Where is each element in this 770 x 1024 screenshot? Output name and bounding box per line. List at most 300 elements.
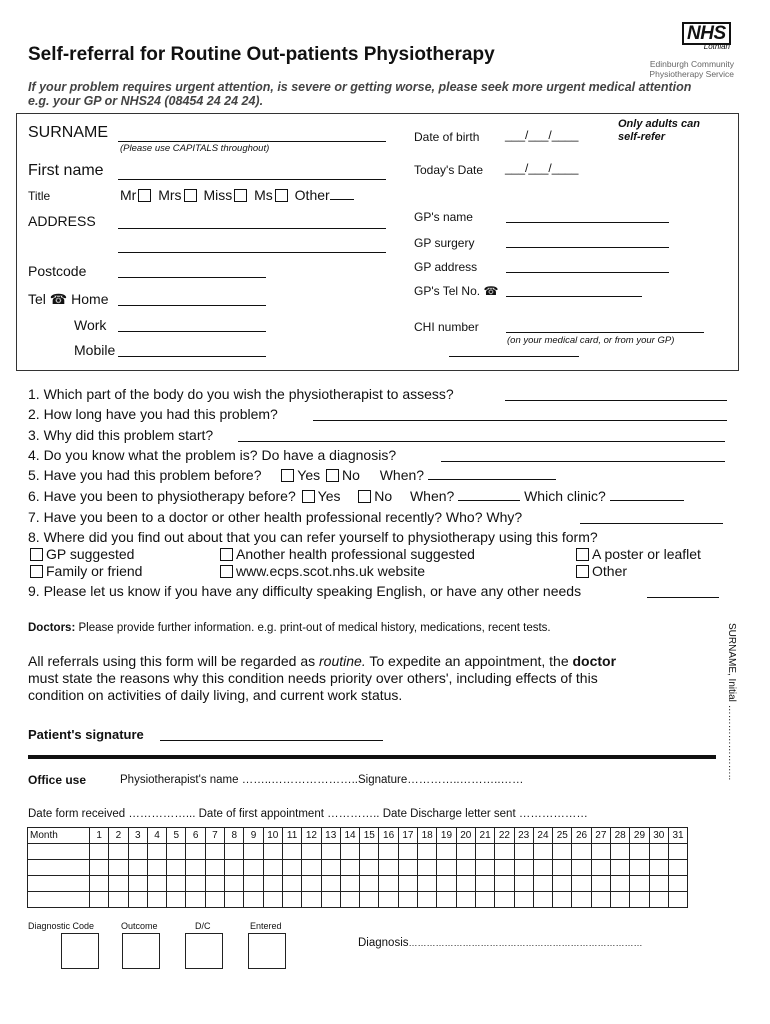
adults-note-2: self-refer [618, 131, 666, 143]
patient-signature-label: Patient's signature [28, 727, 144, 742]
work-label: Work [74, 317, 107, 333]
routine-line2: must state the reasons why this condition needs priority over others', including effects of this [28, 670, 598, 686]
grid-day-cell[interactable] [186, 876, 205, 892]
address-label: ADDRESS [28, 213, 96, 229]
grid-day-cell[interactable] [514, 844, 533, 860]
grid-day-cell[interactable] [475, 876, 494, 892]
grid-day-cell[interactable] [398, 860, 417, 876]
day-header: 2 [109, 828, 128, 844]
q6-clinic-field[interactable] [610, 500, 684, 501]
grid-day-cell[interactable] [456, 844, 475, 860]
day-header: 10 [263, 828, 282, 844]
gp-tel-field[interactable] [506, 296, 642, 297]
grid-day-cell[interactable] [360, 876, 379, 892]
gp-address-field[interactable] [506, 272, 669, 273]
gp-tel-label [414, 284, 498, 298]
grid-day-cell[interactable] [109, 844, 128, 860]
day-header: 4 [147, 828, 166, 844]
gp-surgery-field[interactable] [506, 247, 669, 248]
nhs-logo-sub: Lothian [703, 42, 730, 51]
grid-day-cell[interactable] [495, 860, 514, 876]
grid-day-cell[interactable] [263, 876, 282, 892]
q8-gp-checkbox[interactable] [30, 548, 43, 561]
q8-gp-label: GP suggested [46, 546, 135, 562]
grid-month-cell[interactable] [28, 892, 90, 908]
dc-label: D/C [195, 921, 211, 931]
grid-day-cell[interactable] [591, 844, 610, 860]
grid-day-cell[interactable] [321, 876, 340, 892]
grid-day-cell[interactable] [244, 844, 263, 860]
grid-day-cell[interactable] [379, 892, 398, 908]
grid-day-cell[interactable] [360, 892, 379, 908]
q6-yes-checkbox[interactable] [302, 490, 315, 503]
day-header: 18 [418, 828, 437, 844]
grid-day-cell[interactable] [553, 876, 572, 892]
title-miss-label: Miss [203, 187, 233, 203]
grid-day-cell[interactable] [418, 892, 437, 908]
grid-day-cell[interactable] [668, 860, 687, 876]
grid-day-cell[interactable] [147, 876, 166, 892]
grid-day-cell[interactable] [205, 860, 224, 876]
q8-other-label: Other [592, 563, 628, 579]
grid-day-cell[interactable] [360, 844, 379, 860]
grid-day-cell[interactable] [340, 844, 359, 860]
doctors-label: Doctors: [28, 622, 76, 634]
grid-day-cell[interactable] [321, 892, 340, 908]
urgent-warning-2: e.g. your GP or NHS24 (08454 24 24 24). [28, 94, 264, 108]
grid-day-cell[interactable] [167, 892, 186, 908]
q6-yes-label: Yes [317, 488, 341, 504]
mobile-label: Mobile [74, 342, 116, 358]
grid-day-cell[interactable] [302, 892, 321, 908]
routine-p2: To expedite an appointment, the [365, 653, 573, 669]
doctors-text: Please provide further information. e.g. print-out of medical history, medications, recent tests. [75, 622, 551, 634]
tel-mobile-field[interactable] [118, 356, 266, 357]
day-header: 26 [572, 828, 591, 844]
title-miss-checkbox[interactable] [234, 189, 247, 202]
address-line-1[interactable] [118, 228, 386, 229]
chi-note: (on your medical card, or from your GP) [507, 335, 675, 346]
grid-day-cell[interactable] [456, 860, 475, 876]
q2-text: 2. How long have you had this problem? [28, 406, 278, 422]
grid-day-cell[interactable] [244, 860, 263, 876]
title-other-field[interactable] [330, 199, 354, 200]
title-other-label: Other [294, 187, 330, 203]
q5-when-field[interactable] [428, 479, 556, 480]
doctors-note [28, 622, 551, 634]
urgent-warning-1: If your problem requires urgent attention, is severe or getting worse, please seek more urgent medical attention [28, 80, 692, 94]
form-title: Self-referral for Routine Out-patients Physiotherapy [28, 44, 495, 65]
day-header: 15 [360, 828, 379, 844]
chi-extra-field[interactable] [449, 356, 579, 357]
grid-day-cell[interactable] [533, 876, 552, 892]
day-header: 28 [611, 828, 630, 844]
grid-day-cell[interactable] [475, 844, 494, 860]
grid-day-cell[interactable] [225, 860, 244, 876]
grid-day-cell[interactable] [418, 860, 437, 876]
q8-opt-other [574, 563, 627, 579]
office-separator [28, 755, 716, 759]
grid-day-cell[interactable] [456, 892, 475, 908]
grid-day-cell[interactable] [611, 876, 630, 892]
postcode-field[interactable] [118, 277, 266, 278]
q5-no-label: No [342, 467, 360, 483]
q5-yes-checkbox[interactable] [281, 469, 294, 482]
grid-day-cell[interactable] [630, 876, 649, 892]
grid-day-cell[interactable] [649, 860, 668, 876]
q6-no-checkbox[interactable] [358, 490, 371, 503]
postcode-label: Postcode [28, 263, 87, 279]
side-surname-label [726, 623, 737, 780]
home-label: Home [71, 291, 109, 307]
title-mr-label: Mr [120, 187, 137, 203]
grid-day-cell[interactable] [225, 876, 244, 892]
grid-day-cell[interactable] [282, 860, 301, 876]
adults-note [618, 118, 700, 144]
grid-day-cell[interactable] [475, 860, 494, 876]
grid-day-cell[interactable] [205, 876, 224, 892]
grid-day-cell[interactable] [495, 876, 514, 892]
title-mrs-label: Mrs [158, 187, 182, 203]
grid-day-cell[interactable] [533, 844, 552, 860]
grid-day-cell[interactable] [205, 844, 224, 860]
grid-row [28, 860, 688, 876]
surname-field[interactable] [118, 141, 386, 142]
day-header: 5 [167, 828, 186, 844]
office-use-label: Office use [28, 773, 87, 787]
surname-label: SURNAME [28, 124, 109, 141]
grid-day-cell[interactable] [437, 876, 456, 892]
grid-day-cell[interactable] [572, 860, 591, 876]
q5-text: 5. Have you had this problem before? [28, 467, 262, 483]
grid-day-cell[interactable] [379, 844, 398, 860]
q8-opt-gp [28, 546, 134, 562]
grid-month-cell[interactable] [28, 844, 90, 860]
q5-row [28, 467, 556, 483]
grid-day-cell[interactable] [668, 844, 687, 860]
grid-day-cell[interactable] [128, 892, 147, 908]
routine-p1: All referrals using this form will be regarded as [28, 653, 320, 669]
grid-day-cell[interactable] [340, 892, 359, 908]
title-label: Title [28, 189, 51, 203]
day-header: 16 [379, 828, 398, 844]
grid-day-cell[interactable] [495, 892, 514, 908]
q6-clinic-label: Which clinic? [524, 488, 606, 504]
day-header: 3 [128, 828, 147, 844]
day-header: 17 [398, 828, 417, 844]
grid-day-cell[interactable] [630, 892, 649, 908]
q6-text: 6. Have you been to physiotherapy before? [28, 488, 296, 504]
grid-day-cell[interactable] [302, 844, 321, 860]
grid-day-cell[interactable] [186, 860, 205, 876]
grid-day-cell[interactable] [282, 844, 301, 860]
gp-name-label: GP's name [414, 210, 473, 224]
day-header: 21 [475, 828, 494, 844]
grid-month-cell[interactable] [28, 876, 90, 892]
tel-work-field[interactable] [118, 331, 266, 332]
grid-day-cell[interactable] [630, 860, 649, 876]
entered-box[interactable] [248, 933, 286, 969]
first-name-label: First name [28, 162, 104, 179]
doctor-word: doctor [572, 653, 617, 669]
grid-day-cell[interactable] [437, 892, 456, 908]
q5-no-checkbox[interactable] [326, 469, 339, 482]
grid-day-cell[interactable] [321, 860, 340, 876]
grid-day-cell[interactable] [90, 892, 109, 908]
grid-body [28, 844, 688, 908]
diag-code-box[interactable] [61, 933, 99, 969]
diagnosis-field[interactable]: …………………………………………………………………… [408, 938, 643, 948]
day-header: 30 [649, 828, 668, 844]
q8-family-label: Family or friend [46, 563, 143, 579]
grid-day-cell[interactable] [398, 892, 417, 908]
dates-line[interactable]: Date form received ……………... Date of first appointment ………….. Date Discharge letter sent ……………… [28, 808, 588, 820]
nhs-logo [682, 22, 730, 51]
grid-month-cell[interactable] [28, 860, 90, 876]
grid-day-cell[interactable] [167, 860, 186, 876]
physio-name-line[interactable]: Physiotherapist's name ……..…………………..Signature…………..………..…… [120, 774, 524, 786]
grid-day-cell[interactable] [379, 860, 398, 876]
grid-day-cell[interactable] [418, 844, 437, 860]
grid-day-cell[interactable] [340, 860, 359, 876]
dob-label: Date of birth [414, 130, 480, 144]
chi-label: CHI number [414, 320, 479, 334]
day-header: 22 [495, 828, 514, 844]
grid-day-cell[interactable] [456, 876, 475, 892]
gp-tel-text: GP's Tel No. [414, 284, 481, 298]
q8-text: 8. Where did you find out about that you can refer yourself to physiotherapy using this form? [28, 529, 598, 545]
day-header: 13 [321, 828, 340, 844]
day-header: 14 [340, 828, 359, 844]
entered-label: Entered [250, 921, 282, 931]
grid-day-cell[interactable] [553, 844, 572, 860]
q8-web-label: www.ecps.scot.nhs.uk website [236, 563, 426, 579]
q3-text: 3. Why did this problem start? [28, 427, 214, 443]
grid-day-cell[interactable] [147, 892, 166, 908]
grid-day-cell[interactable] [282, 892, 301, 908]
dc-box[interactable] [185, 933, 223, 969]
q8-other-checkbox[interactable] [576, 565, 589, 578]
dob-field[interactable]: ___/___/____ [505, 128, 579, 142]
gp-surgery-label: GP surgery [414, 236, 475, 250]
grid-day-cell[interactable] [495, 844, 514, 860]
grid-day-cell[interactable] [90, 876, 109, 892]
grid-day-cell[interactable] [340, 876, 359, 892]
grid-day-cell[interactable] [225, 844, 244, 860]
grid-day-cell[interactable] [572, 844, 591, 860]
grid-day-cell[interactable] [553, 860, 572, 876]
grid-day-cell[interactable] [186, 892, 205, 908]
today-label: Today's Date [414, 163, 483, 177]
day-header: 29 [630, 828, 649, 844]
grid-day-cell[interactable] [263, 892, 282, 908]
day-header: 11 [282, 828, 301, 844]
q4-text: 4. Do you know what the problem is? Do have a diagnosis? [28, 447, 397, 463]
routine-word: routine. [319, 653, 366, 669]
q7-text: 7. Have you been to a doctor or other health professional recently? Who? Why? [28, 509, 523, 525]
grid-day-cell[interactable] [282, 876, 301, 892]
q1-text: 1. Which part of the body do you wish the physiotherapist to assess? [28, 386, 454, 402]
day-header: 7 [205, 828, 224, 844]
grid-day-cell[interactable] [225, 892, 244, 908]
grid-day-cell[interactable] [514, 876, 533, 892]
grid-day-cell[interactable] [321, 844, 340, 860]
grid-day-cell[interactable] [90, 844, 109, 860]
day-header: 6 [186, 828, 205, 844]
grid-day-cell[interactable] [649, 844, 668, 860]
grid-day-cell[interactable] [533, 892, 552, 908]
service-line-1: Edinburgh Community [649, 59, 734, 69]
grid-day-cell[interactable] [611, 844, 630, 860]
q8-other-hp-label: Another health professional suggested [236, 546, 475, 562]
day-header: 20 [456, 828, 475, 844]
diagnosis-line [358, 937, 643, 949]
day-header: 31 [668, 828, 687, 844]
q9-text: 9. Please let us know if you have any difficulty speaking English, or have any other needs [28, 583, 582, 599]
title-options [120, 187, 354, 203]
grid-day-cell[interactable] [398, 876, 417, 892]
routine-paragraph [28, 653, 616, 704]
q7-field[interactable] [580, 523, 723, 524]
q8-web-checkbox[interactable] [220, 565, 233, 578]
outcome-box[interactable] [122, 933, 160, 969]
grid-day-cell[interactable] [418, 876, 437, 892]
grid-day-cell[interactable] [167, 876, 186, 892]
grid-day-cell[interactable] [128, 860, 147, 876]
day-header: 25 [553, 828, 572, 844]
grid-day-cell[interactable] [437, 860, 456, 876]
q5-yes-label: Yes [297, 467, 321, 483]
day-header: 19 [437, 828, 456, 844]
month-header: Month [28, 828, 90, 844]
grid-day-cell[interactable] [128, 876, 147, 892]
side-label-dots[interactable]: ………………….. [726, 704, 737, 781]
grid-day-cell[interactable] [360, 860, 379, 876]
grid-day-cell[interactable] [263, 860, 282, 876]
q9-field[interactable] [647, 597, 719, 598]
grid-day-cell[interactable] [90, 860, 109, 876]
q6-when-label: When? [409, 488, 455, 504]
day-header: 27 [591, 828, 610, 844]
grid-day-cell[interactable] [128, 844, 147, 860]
day-header: 12 [302, 828, 321, 844]
grid-day-cell[interactable] [611, 892, 630, 908]
grid-row [28, 844, 688, 860]
q3-field[interactable] [238, 441, 725, 442]
attendance-grid [27, 827, 688, 908]
grid-day-cell[interactable] [649, 892, 668, 908]
grid-day-cell[interactable] [302, 876, 321, 892]
tel-home-label [28, 291, 109, 308]
title-ms-checkbox[interactable] [275, 189, 288, 202]
grid-day-cell[interactable] [147, 860, 166, 876]
grid-day-cell[interactable] [302, 860, 321, 876]
diag-code-label: Diagnostic Code [28, 921, 95, 931]
diagnosis-label: Diagnosis [358, 937, 409, 949]
q1-field[interactable] [505, 400, 727, 401]
grid-day-cell[interactable] [611, 860, 630, 876]
first-name-field[interactable] [118, 179, 386, 180]
gp-name-field[interactable] [506, 222, 669, 223]
grid-day-cell[interactable] [398, 844, 417, 860]
q5-when-label: When? [379, 467, 425, 483]
q8-other-hp-checkbox[interactable] [220, 548, 233, 561]
q4-field[interactable] [441, 461, 725, 462]
phone-icon: ☎ [483, 284, 499, 298]
nhs-logo-text: NHS [682, 22, 731, 45]
title-mrs-checkbox[interactable] [184, 189, 197, 202]
grid-day-cell[interactable] [109, 876, 128, 892]
day-header: 9 [244, 828, 263, 844]
patient-signature-field[interactable] [160, 740, 383, 741]
grid-row [28, 876, 688, 892]
grid-day-cell[interactable] [147, 844, 166, 860]
grid-day-cell[interactable] [533, 860, 552, 876]
grid-day-cell[interactable] [475, 892, 494, 908]
q8-opt-other-hp [218, 546, 475, 562]
grid-day-cell[interactable] [186, 844, 205, 860]
grid-row [28, 892, 688, 908]
service-line-2: Physiotherapy Service [649, 69, 734, 79]
q6-when-field[interactable] [458, 500, 520, 501]
side-label-text: SURNAME, Initial [726, 623, 737, 702]
q8-opt-web [218, 563, 425, 579]
grid-day-cell[interactable] [572, 876, 591, 892]
grid-day-cell[interactable] [514, 860, 533, 876]
grid-day-cell[interactable] [630, 844, 649, 860]
chi-field[interactable] [506, 332, 704, 333]
tel-label: Tel [28, 291, 46, 307]
grid-day-cell[interactable] [668, 876, 687, 892]
grid-day-cell[interactable] [167, 844, 186, 860]
q6-no-label: No [374, 488, 393, 504]
grid-day-cell[interactable] [109, 860, 128, 876]
grid-day-cell[interactable] [553, 892, 572, 908]
q8-poster-checkbox[interactable] [576, 548, 589, 561]
grid-day-cell[interactable] [591, 876, 610, 892]
grid-day-cell[interactable] [668, 892, 687, 908]
grid-day-cell[interactable] [244, 876, 263, 892]
day-header: 8 [225, 828, 244, 844]
grid-day-cell[interactable] [437, 844, 456, 860]
tel-home-field[interactable] [118, 305, 266, 306]
q6-row [28, 488, 684, 504]
grid-day-cell[interactable] [244, 892, 263, 908]
grid-day-cell[interactable] [591, 892, 610, 908]
adults-note-1: Only adults can [618, 118, 700, 130]
address-line-2[interactable] [118, 252, 386, 253]
grid-day-cell[interactable] [263, 844, 282, 860]
q2-field[interactable] [313, 420, 727, 421]
grid-day-cell[interactable] [649, 876, 668, 892]
grid-day-cell[interactable] [514, 892, 533, 908]
day-header: 1 [90, 828, 109, 844]
phone-icon: ☎ [49, 291, 68, 307]
grid-day-cell[interactable] [109, 892, 128, 908]
grid-day-cell[interactable] [572, 892, 591, 908]
day-header: 24 [533, 828, 552, 844]
grid-header-row [28, 828, 688, 844]
today-field[interactable]: ___/___/____ [505, 161, 579, 175]
q8-family-checkbox[interactable] [30, 565, 43, 578]
grid-day-cell[interactable] [205, 892, 224, 908]
day-header: 23 [514, 828, 533, 844]
grid-day-cell[interactable] [591, 860, 610, 876]
grid-day-cell[interactable] [379, 876, 398, 892]
gp-address-label: GP address [414, 260, 478, 274]
title-mr-checkbox[interactable] [138, 189, 151, 202]
service-name [649, 59, 734, 79]
